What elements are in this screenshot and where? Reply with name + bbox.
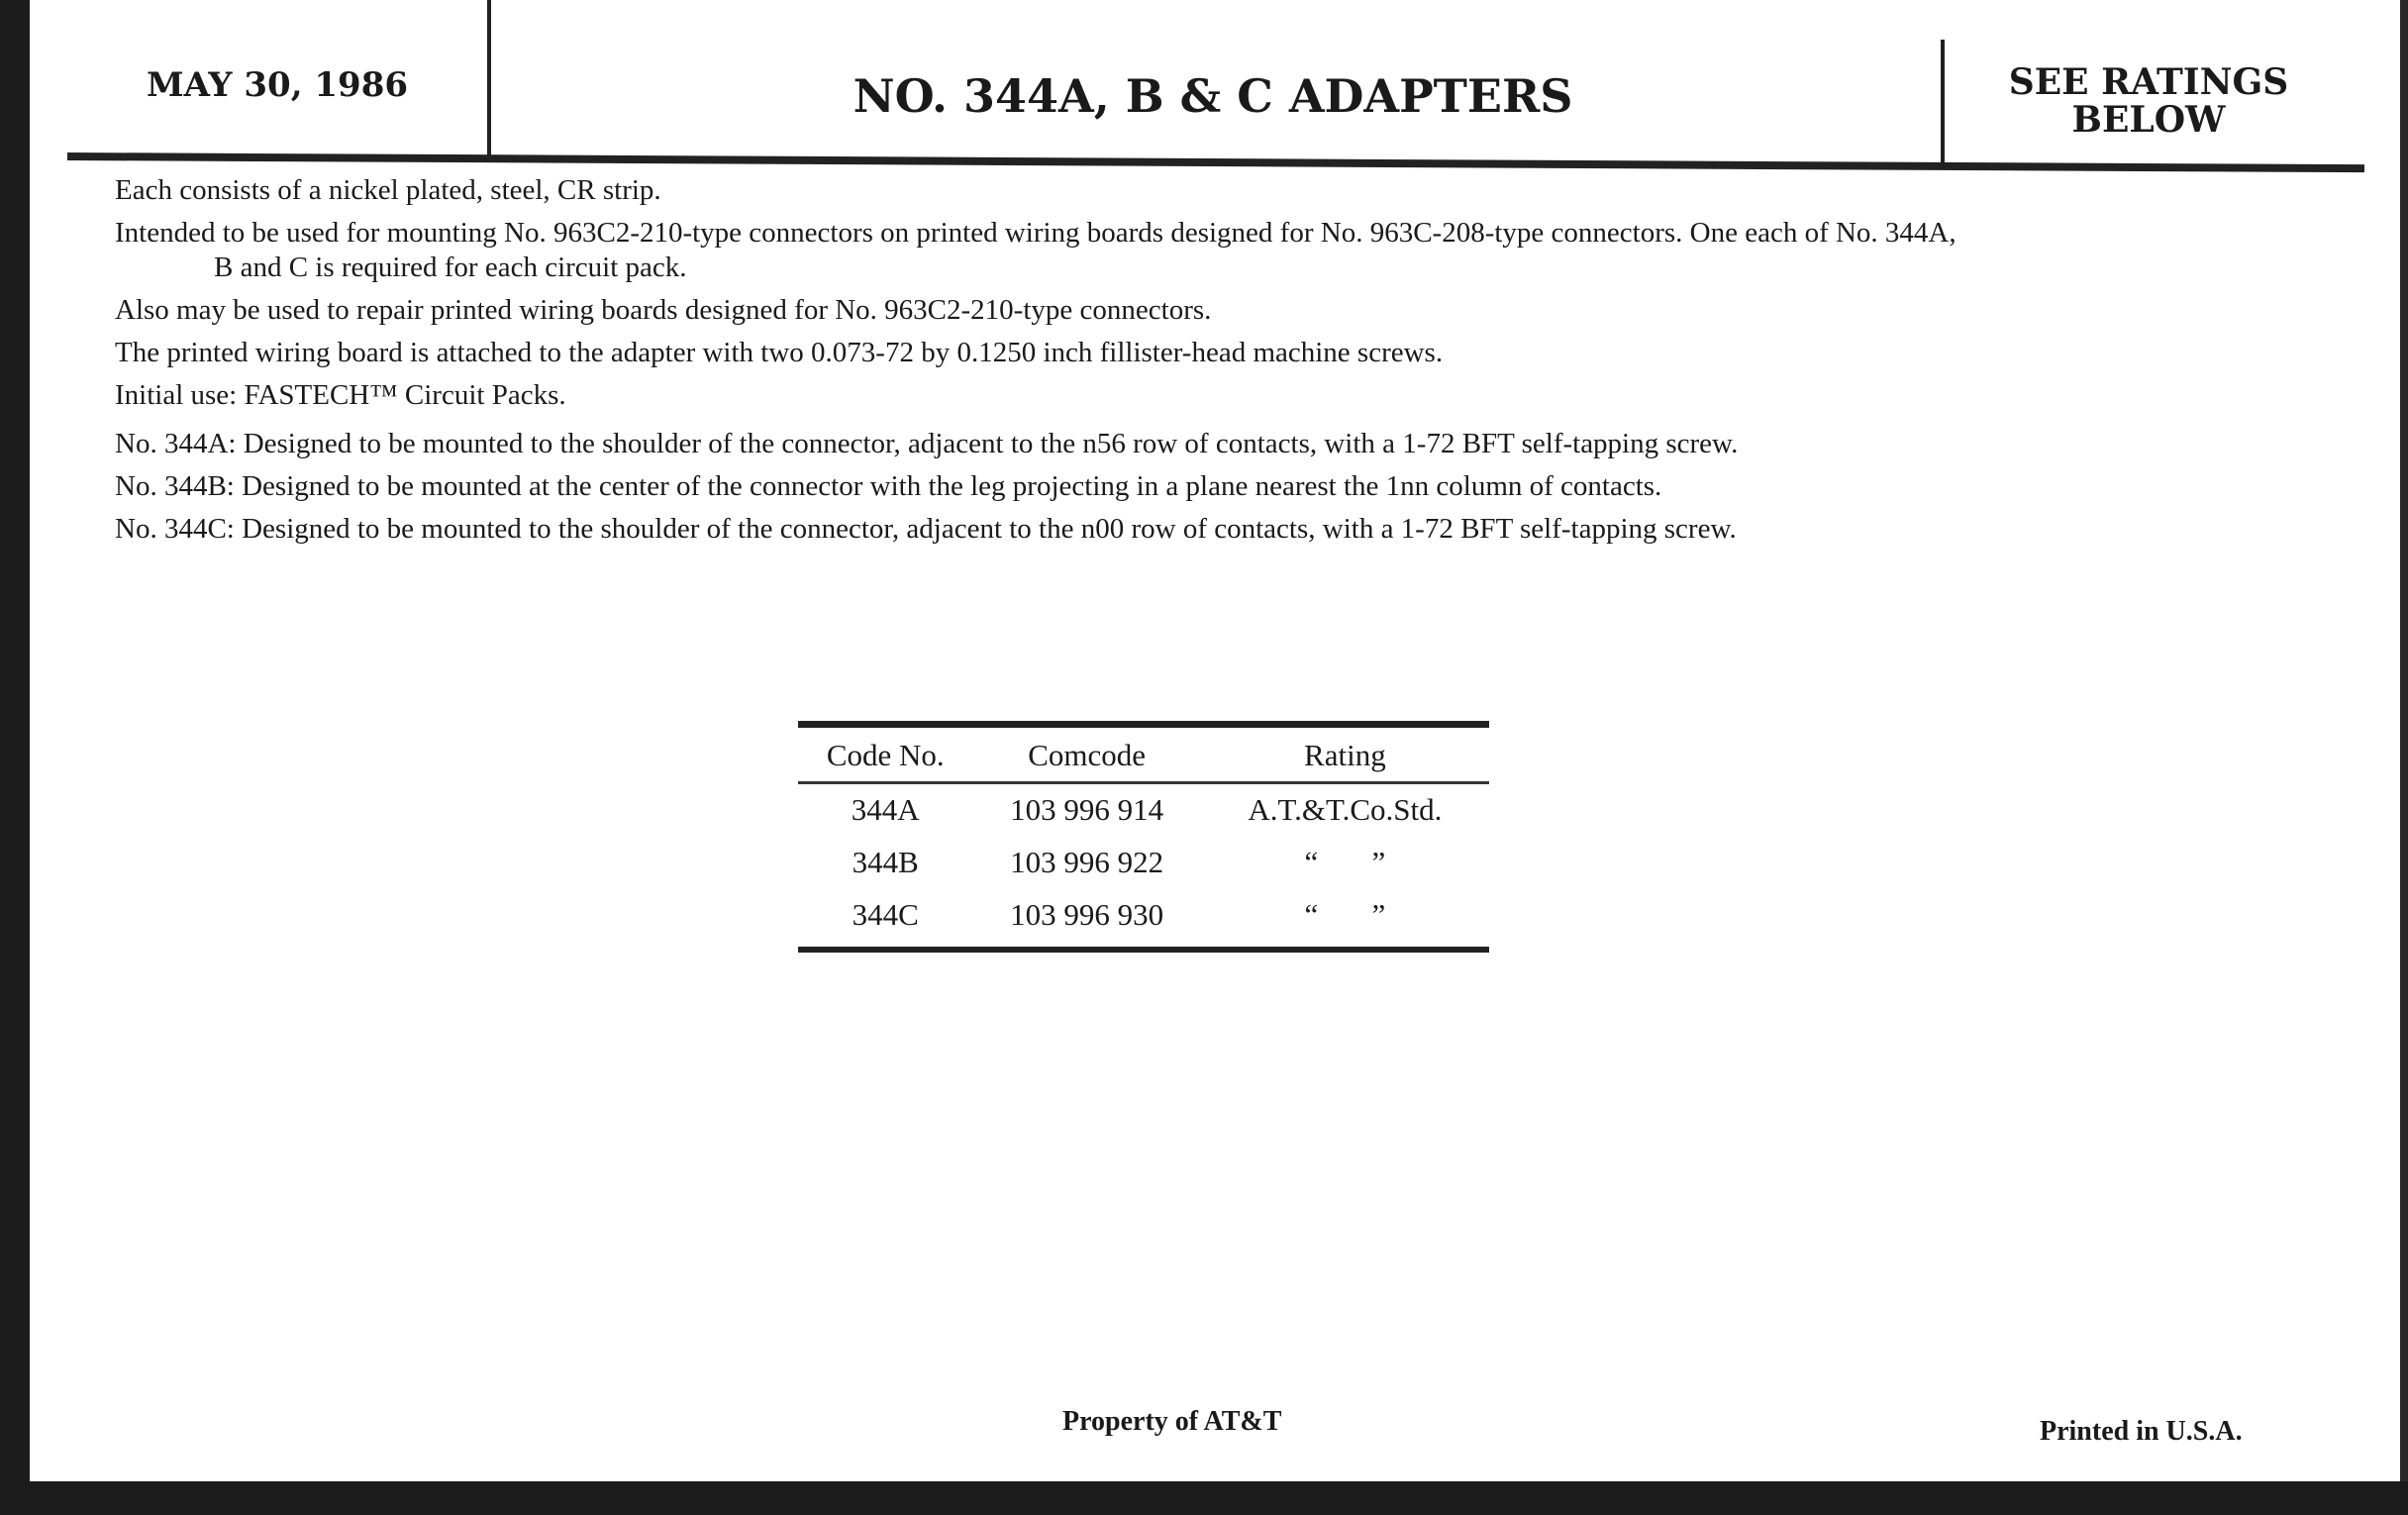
paragraph: Each consists of a nickel plated, steel, CR strip. [115,174,661,206]
table-row [798,783,1489,838]
table-cell: 103 996 914 [1010,792,1164,827]
document-title: NO. 344A, B & C ADAPTERS [853,69,1573,123]
scan-border-bottom [0,1481,2408,1515]
printed-notice: Printed in U.S.A. [2040,1416,2243,1447]
paragraph: No. 344C: Designed to be mounted to the shoulder of the connector, adjacent to the n00 row of contacts, with a 1-72 BFT self-tapping screw. [115,513,1737,545]
table-row [798,837,1489,889]
table-cell: A.T.&T.Co.Std. [1248,792,1443,827]
table-cell: “ ” [1201,889,1489,950]
ratings-table [798,721,1489,953]
table-cell: 344A [851,792,920,827]
header-divider-right [1941,40,1945,166]
table-cell: “ ” [1304,845,1386,879]
header-rule [67,152,2364,172]
paragraph: Also may be used to repair printed wiring boards designed for No. 963C2-210-type connectors. [115,294,1212,326]
paragraph: The printed wiring board is attached to the adapter with two 0.073-72 by 0.1250 inch fillister-head machine screws. [115,337,1444,368]
paragraph [115,219,2343,282]
table-cell: 103 996 930 [973,889,1201,950]
column-header: Comcode [973,725,1201,783]
paragraph-continuation: B and C is required for each circuit pack. [214,252,687,283]
property-notice: Property of AT&T [1062,1406,1282,1437]
paragraph-line: Intended to be used for mounting No. 963C2-210-type connectors on printed wiring boards designed for No. 963C-208-type connectors. One each of No. 344A, [115,217,1956,249]
description [115,176,2343,557]
column-header: Rating [1201,725,1489,783]
paragraph: Initial use: FASTECH™ Circuit Packs. [115,379,566,411]
document-date: MAY 30, 1986 [146,65,409,105]
column-header: Code No. [798,725,973,783]
ratings-note [1970,63,2327,139]
scan-border-left [0,0,30,1515]
scan-border-right [2400,0,2408,1515]
table-row [798,889,1489,950]
header-divider-left [487,0,491,156]
paragraph: No. 344A: Designed to be mounted to the shoulder of the connector, adjacent to the n56 row of contacts, with a 1-72 BFT self-tapping screw. [115,428,1739,459]
table-cell: 103 996 922 [1010,845,1164,879]
paragraph: No. 344B: Designed to be mounted at the center of the connector with the leg projecting in a plane nearest the 1nn column of contacts. [115,470,1662,502]
table-cell: 344B [852,845,919,879]
table-cell: 344C [798,889,973,950]
ratings-note-line1: SEE RATINGS [2008,61,2289,103]
table-header-row [798,725,1489,783]
ratings-note-line2: BELOW [2071,99,2226,141]
